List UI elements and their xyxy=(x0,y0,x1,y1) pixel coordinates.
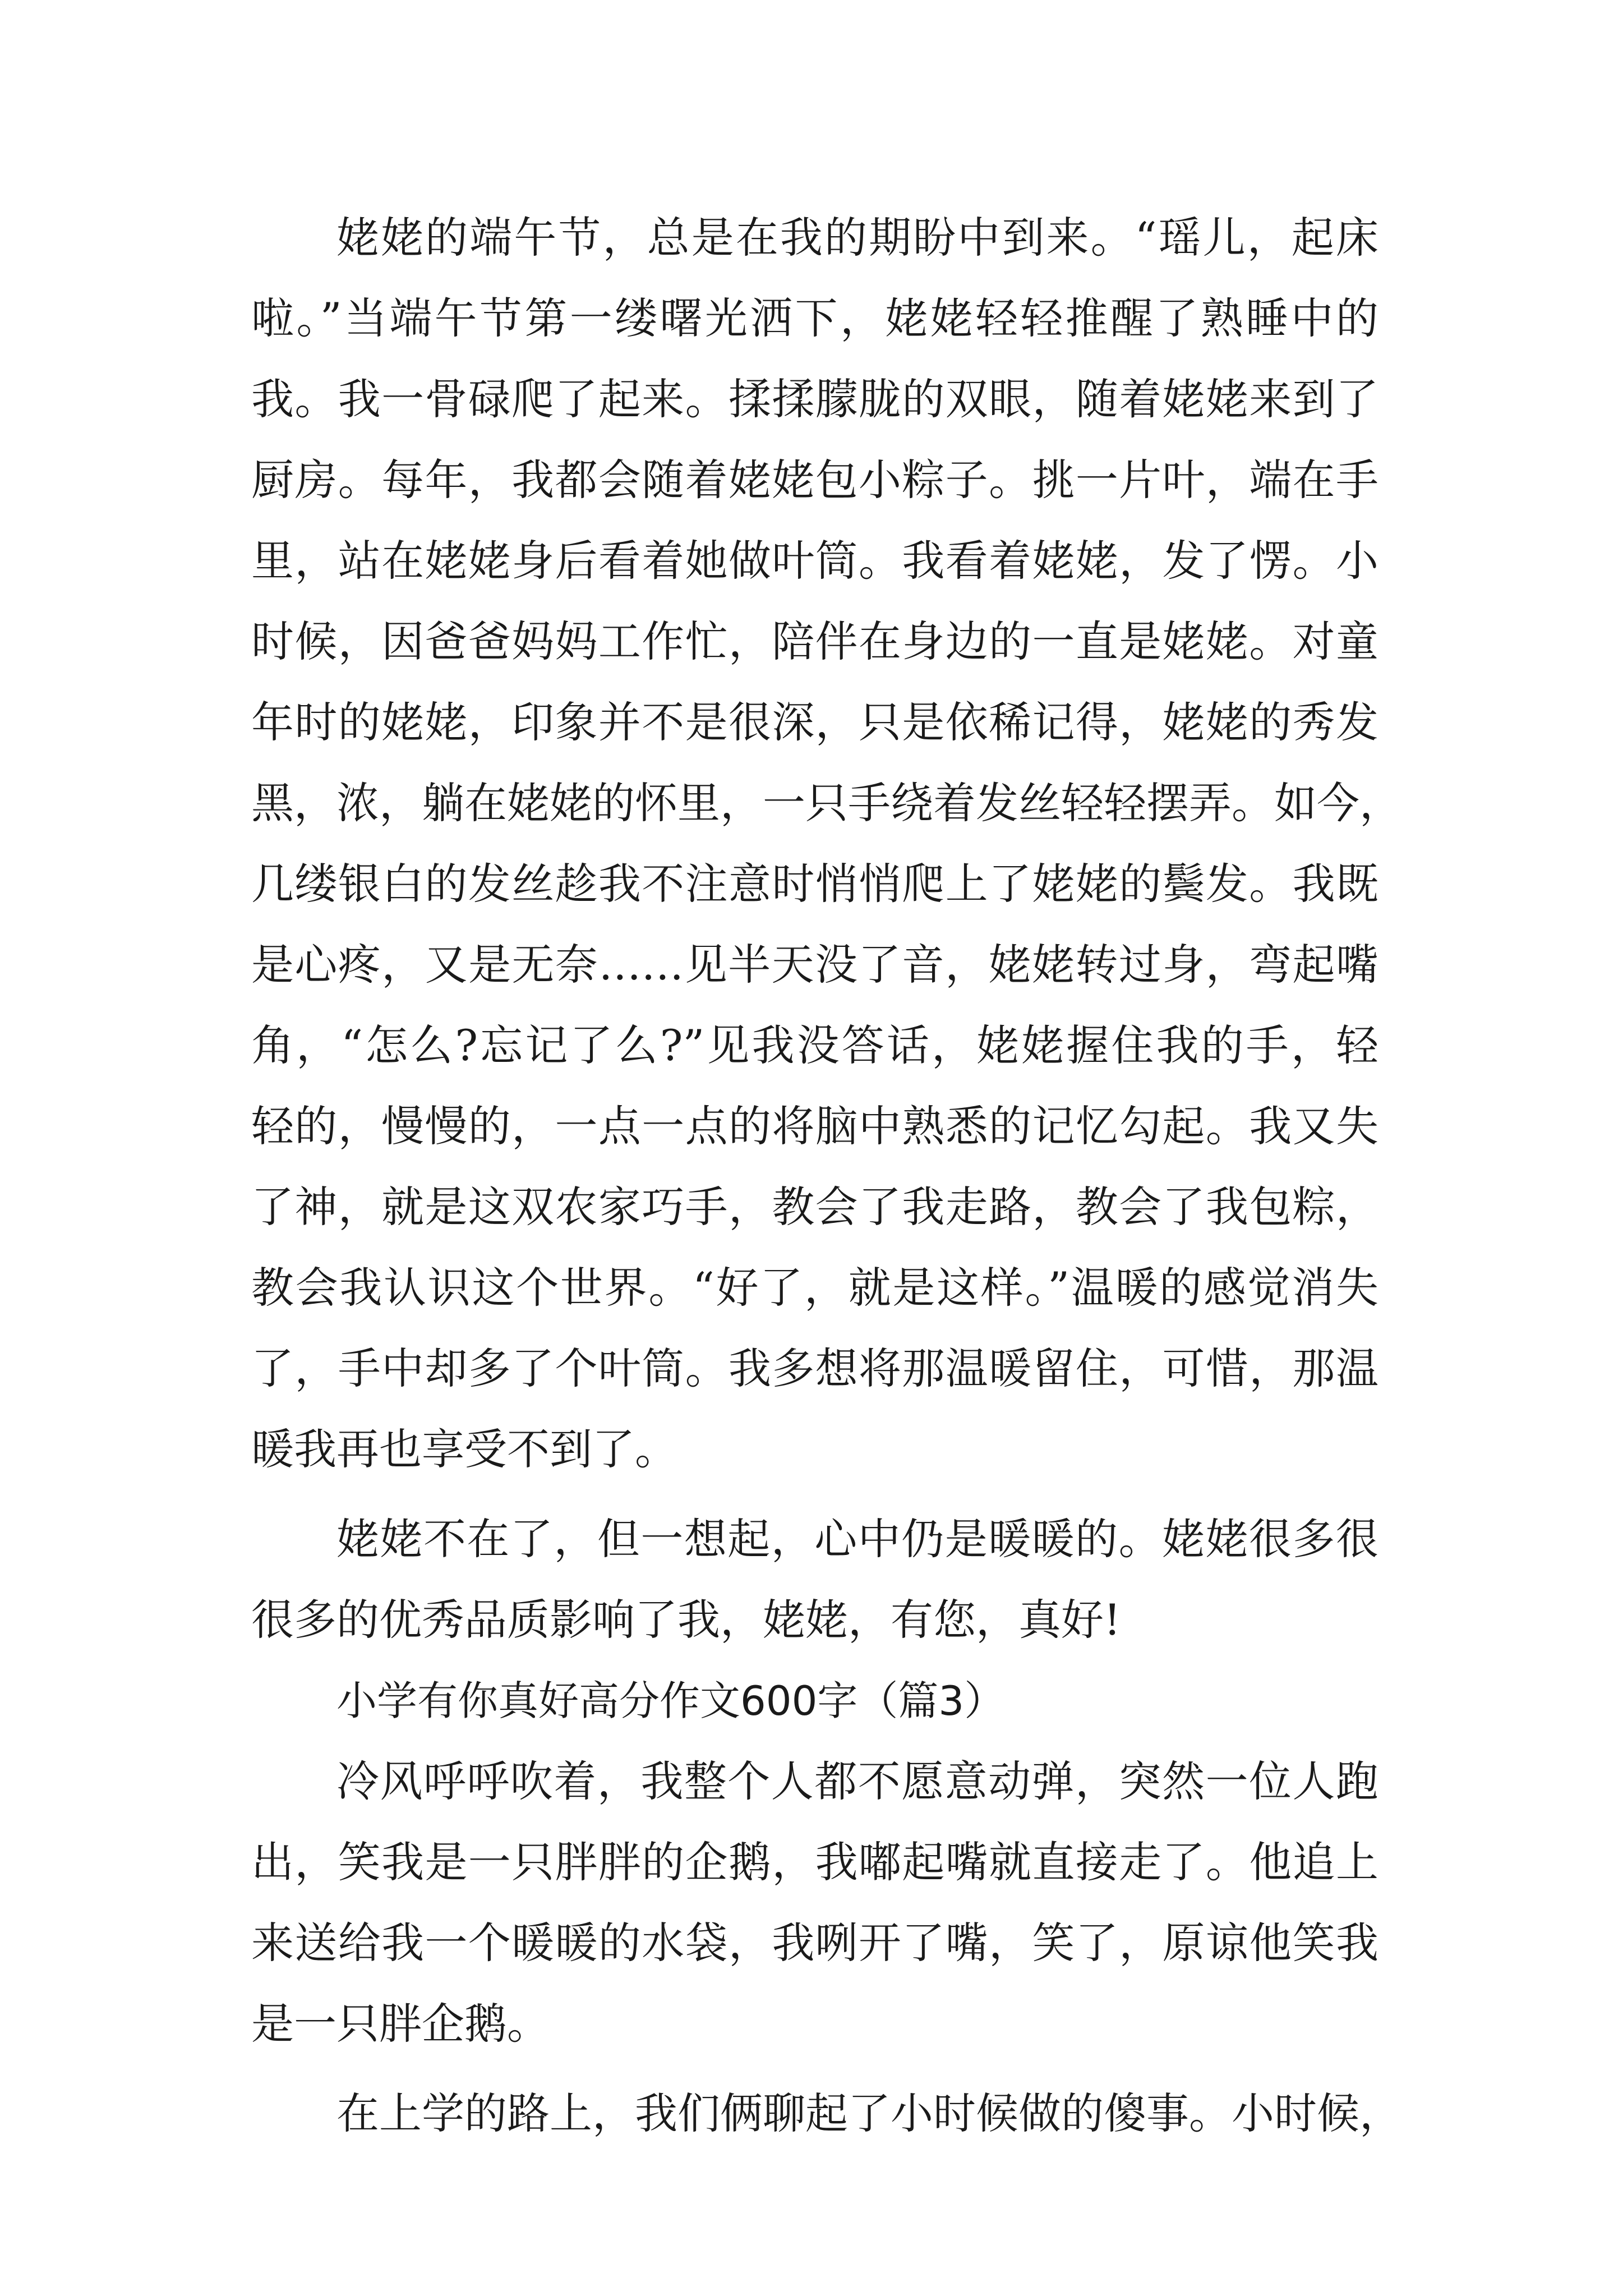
text-line: 是一只胖企鹅。 xyxy=(251,1999,550,2049)
text-line: 教会我认识这个世界。“好了，就是这样。”温暖的感觉消失 xyxy=(251,1263,1378,1313)
paragraph-gap xyxy=(251,2064,1378,2073)
text-line: 了神，就是这双农家巧手，教会了我走路，教会了我包粽， xyxy=(251,1182,1378,1232)
text-line: 姥姥的端午节，总是在我的期盼中到来。“瑶儿，起床 xyxy=(336,213,1378,263)
text-line: 出，笑我是一只胖胖的企鹅，我嘟起嘴就直接走了。他追上 xyxy=(251,1837,1378,1887)
paragraph-1 xyxy=(251,197,1402,1490)
paragraph-gap xyxy=(251,1490,1378,1499)
text-line: 很多的优秀品质影响了我，姥姥，有您，真好! xyxy=(251,1595,1121,1645)
text-line: 我。我一骨碌爬了起来。揉揉朦胧的双眼，随着姥姥来到了 xyxy=(251,374,1378,424)
section-title: 小学有你真好高分作文600字（篇3） xyxy=(336,1677,1005,1724)
text-line: 啦。”当端午节第一缕曙光洒下，姥姥轻轻推醒了熟睡中的 xyxy=(251,293,1378,343)
text-line: 厨房。每年，我都会随着姥姥包小粽子。挑一片叶，端在手 xyxy=(251,455,1378,505)
text-line: 年时的姥姥，印象并不是很深，只是依稀记得，姥姥的秀发 xyxy=(251,697,1378,747)
text-line: 是心疼，又是无奈……见半天没了音，姥姥转过身，弯起嘴 xyxy=(251,940,1378,990)
paragraph-3 xyxy=(251,1741,1378,2064)
text-line: 角，“怎么?忘记了么?”见我没答话，姥姥握住我的手，轻 xyxy=(251,1020,1378,1070)
text-line: 冷风呼呼吹着，我整个人都不愿意动弹，突然一位人跑 xyxy=(336,1756,1378,1806)
text-line: 几缕银白的发丝趁我不注意时悄悄爬上了姥姥的鬓发。我既 xyxy=(251,859,1378,909)
text-line: 暖我再也享受不到了。 xyxy=(251,1424,677,1474)
text-line: 来送给我一个暖暖的水袋，我咧开了嘴，笑了，原谅他笑我 xyxy=(251,1918,1378,1968)
document-body xyxy=(251,197,1402,2154)
text-line: 黑，浓，躺在姥姥的怀里，一只手绕着发丝轻轻摆弄。如今， xyxy=(251,778,1402,828)
paragraph-2 xyxy=(251,1499,1378,1660)
text-line: 了，手中却多了个叶筒。我多想将那温暖留住，可惜，那温 xyxy=(251,1343,1378,1393)
text-line: 里，站在姥姥身后看着她做叶筒。我看着姥姥，发了愣。小 xyxy=(251,536,1378,586)
text-line: 在上学的路上，我们俩聊起了小时候做的傻事。小时候， xyxy=(336,2088,1402,2138)
text-line: 时候，因爸爸妈妈工作忙，陪伴在身边的一直是姥姥。对童 xyxy=(251,616,1378,666)
text-line: 姥姥不在了，但一想起，心中仍是暖暖的。姥姥很多很 xyxy=(336,1514,1378,1564)
paragraph-4 xyxy=(251,2073,1402,2154)
text-line: 轻的，慢慢的，一点一点的将脑中熟悉的记忆勾起。我又失 xyxy=(251,1101,1378,1151)
